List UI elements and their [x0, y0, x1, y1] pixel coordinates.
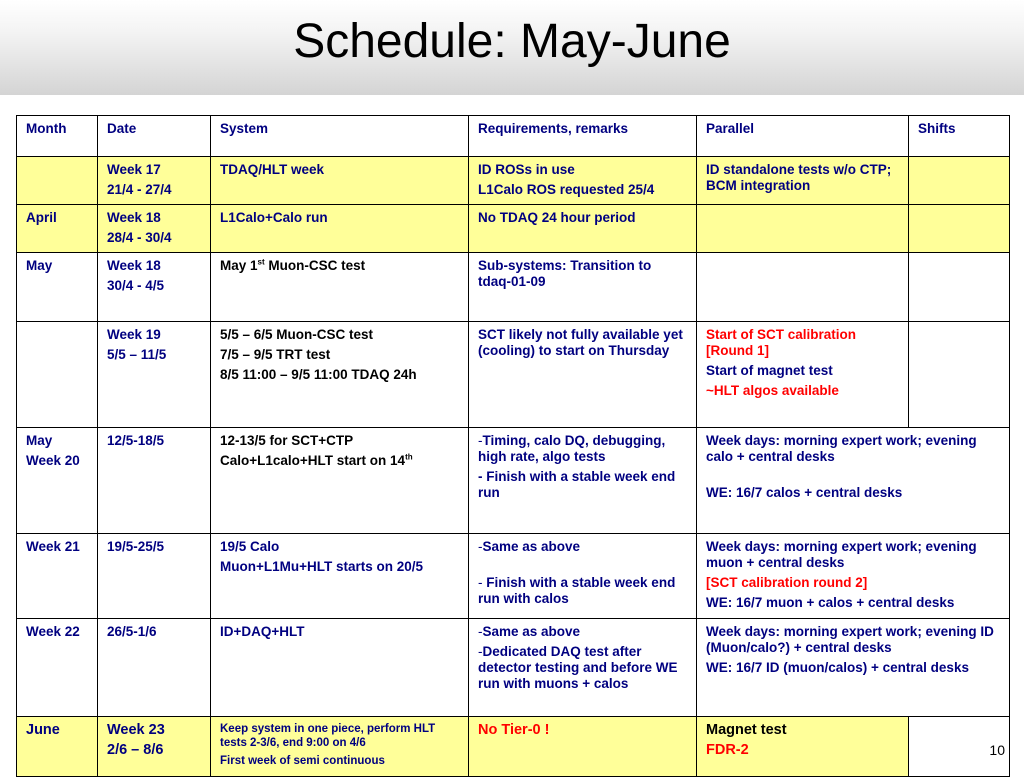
system-text: 7/5 – 9/5 TRT test: [220, 347, 331, 362]
cell-parallel-shifts: [697, 428, 1010, 534]
cell-parallel: [697, 157, 909, 205]
req-text: [478, 539, 687, 555]
date-range: 2/6 – 8/6: [107, 742, 164, 758]
cell-requirements: [469, 428, 697, 534]
cell-system: [211, 428, 469, 534]
cell-date: [98, 157, 211, 205]
req-text: [478, 433, 687, 465]
system-text: L1Calo+Calo run: [220, 210, 328, 225]
schedule-table: [16, 115, 1010, 777]
cell-system: [211, 157, 469, 205]
cell-requirements: [469, 322, 697, 428]
col-header-shifts: Shifts: [909, 116, 1010, 157]
cell-date: [98, 534, 211, 619]
parallel-text: ~HLT algos available: [706, 383, 839, 398]
cell-system: [211, 534, 469, 619]
bullet-dash: -: [478, 575, 483, 590]
parallel-text: Week days: morning expert work; evening ID (Muon/calo?) + central desks: [706, 624, 994, 655]
table-row: [17, 534, 1010, 619]
cell-system: [211, 205, 469, 253]
parallel-text: Week days: morning expert work; evening calo + central desks: [706, 433, 977, 464]
system-text: ID+DAQ+HLT: [220, 624, 305, 639]
date-range: 12/5-18/5: [107, 433, 165, 448]
month-week: Week 21: [26, 539, 80, 554]
system-text: 19/5 Calo: [220, 539, 280, 554]
bullet-dash: -: [478, 433, 483, 448]
system-text: 8/5 11:00 – 9/5 11:00 TDAQ 24h: [220, 367, 417, 382]
date-range: 19/5-25/5: [107, 539, 165, 554]
cell-requirements: [469, 534, 697, 619]
cell-system: [211, 322, 469, 428]
system-text-a: Calo+L1calo+HLT start on 14: [220, 453, 406, 468]
date-week: Week 23: [107, 722, 165, 738]
cell-shifts: [909, 205, 1010, 253]
system-text: 12-13/5 for SCT+CTP: [220, 433, 354, 448]
ordinal-suffix: st: [257, 257, 265, 267]
req-text: SCT likely not fully available yet (cooling) to start on Thursday: [478, 327, 683, 358]
req-text-b: Dedicated DAQ test after detector testing and before WE run with muons + calos: [478, 644, 678, 691]
date-range: 5/5 – 11/5: [107, 347, 167, 362]
cell-parallel: [697, 253, 909, 322]
cell-month: June: [17, 717, 98, 777]
parallel-text: [SCT calibration round 2]: [706, 575, 868, 590]
system-text: Keep system in one piece, perform HLT tests 2-3/6, end 9:00 on 4/6: [220, 723, 436, 749]
header-row: [17, 116, 1010, 157]
req-text-a: Same as above: [482, 624, 581, 639]
parallel-text: Magnet test: [706, 722, 787, 738]
system-text-b: Muon-CSC test: [264, 258, 366, 273]
month-week: Week 22: [26, 624, 80, 639]
req-text: [478, 624, 687, 640]
parallel-text: Start of magnet test: [706, 363, 833, 378]
cell-parallel-shifts: [697, 534, 1010, 619]
page-title: Schedule: May-June: [293, 15, 731, 68]
parallel-text: ID standalone tests w/o CTP; BCM integration: [706, 162, 892, 193]
col-header-date: Date: [98, 116, 211, 157]
req-text: No Tier-0 !: [478, 722, 550, 738]
system-text-a: May 1: [220, 258, 258, 273]
cell-month: May: [17, 253, 98, 322]
cell-parallel: [697, 322, 909, 428]
col-header-month: Month: [17, 116, 98, 157]
cell-requirements: [469, 253, 697, 322]
parallel-text: Start of SCT calibration [Round 1]: [706, 327, 857, 358]
cell-month: [17, 619, 98, 717]
req-text-a: Same as above: [482, 539, 581, 554]
bullet-dash: -: [478, 624, 483, 639]
cell-month: [17, 157, 98, 205]
table-row: [17, 253, 1010, 322]
req-text: L1Calo ROS requested 25/4: [478, 182, 655, 197]
cell-date: [98, 322, 211, 428]
cell-requirements: [469, 157, 697, 205]
bullet-dash: -: [478, 539, 483, 554]
system-text: [220, 453, 459, 469]
req-text: Sub-systems: Transition to tdaq-01-09: [478, 258, 652, 289]
table-row: [17, 428, 1010, 534]
parallel-text: FDR-2: [706, 742, 749, 758]
month-week: Week 20: [26, 453, 80, 468]
system-text: 5/5 – 6/5 Muon-CSC test: [220, 327, 374, 342]
system-text: TDAQ/HLT week: [220, 162, 325, 177]
cell-month: [17, 322, 98, 428]
cell-parallel-shifts: [697, 619, 1010, 717]
month-text: May: [26, 433, 53, 448]
parallel-text: WE: 16/7 muon + calos + central desks: [706, 595, 955, 610]
bullet-dash: -: [478, 644, 483, 659]
cell-parallel: [697, 205, 909, 253]
col-header-requirements: Requirements, remarks: [469, 116, 697, 157]
system-text: Muon+L1Mu+HLT starts on 20/5: [220, 559, 424, 574]
req-text-a: Timing, calo DQ, debugging, high rate, algo tests: [478, 433, 666, 464]
table-row: [17, 205, 1010, 253]
cell-date: [98, 253, 211, 322]
parallel-text: WE: 16/7 ID (muon/calos) + central desks: [706, 660, 969, 675]
page-number: 10: [989, 742, 1005, 758]
cell-month: [17, 428, 98, 534]
req-text: [478, 575, 687, 607]
req-text: [478, 644, 687, 692]
date-week: Week 18: [107, 210, 161, 225]
cell-date: [98, 619, 211, 717]
cell-month: April: [17, 205, 98, 253]
req-text: - Finish with a stable week end run: [478, 469, 676, 500]
cell-system: [211, 619, 469, 717]
cell-system: [211, 253, 469, 322]
table-row: [17, 157, 1010, 205]
table-row: [17, 619, 1010, 717]
date-range: 21/4 - 27/4: [107, 182, 172, 197]
date-week: Week 19: [107, 327, 161, 342]
cell-requirements: [469, 205, 697, 253]
date-range: 28/4 - 30/4: [107, 230, 172, 245]
req-text: No TDAQ 24 hour period: [478, 210, 636, 225]
req-text-b: Finish with a stable week end run with calos: [478, 575, 676, 606]
parallel-text: Week days: morning expert work; evening muon + central desks: [706, 539, 977, 570]
table-row: [17, 322, 1010, 428]
ordinal-suffix: th: [405, 452, 413, 462]
system-text: First week of semi continuous: [220, 755, 385, 767]
cell-month: [17, 534, 98, 619]
date-week: Week 18: [107, 258, 161, 273]
system-text: [220, 258, 459, 274]
parallel-text: WE: 16/7 calos + central desks: [706, 485, 903, 500]
cell-shifts: [909, 322, 1010, 428]
cell-date: [98, 428, 211, 534]
date-range: 26/5-1/6: [107, 624, 157, 639]
date-range: 30/4 - 4/5: [107, 278, 165, 293]
col-header-parallel: Parallel: [697, 116, 909, 157]
req-text: ID ROSs in use: [478, 162, 575, 177]
col-header-system: System: [211, 116, 469, 157]
date-week: Week 17: [107, 162, 161, 177]
cell-shifts: [909, 253, 1010, 322]
cell-date: [98, 205, 211, 253]
cell-requirements: [469, 619, 697, 717]
cell-shifts: [909, 157, 1010, 205]
